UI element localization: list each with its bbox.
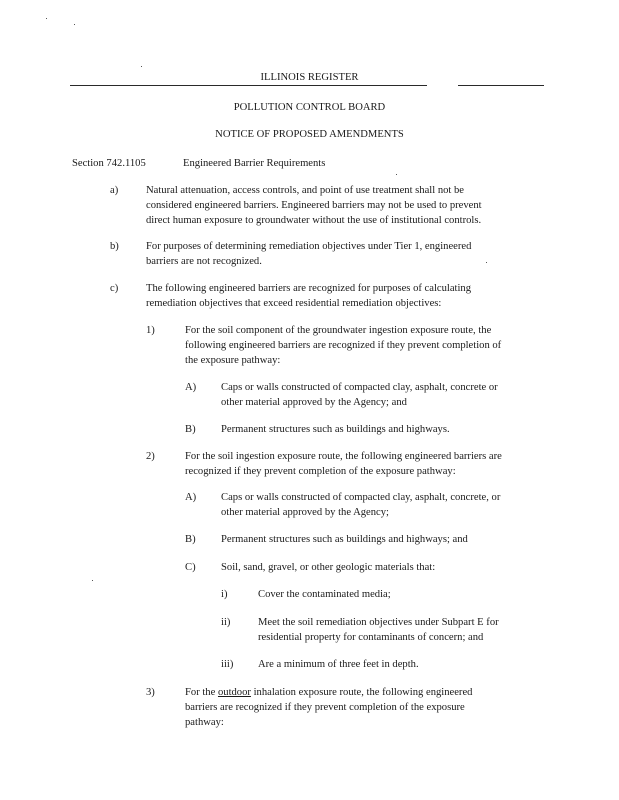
scan-speck [486, 262, 487, 263]
item-2Ciii-text: Are a minimum of three feet in depth. [258, 659, 419, 670]
item-2Ci-text: Cover the contaminated media; [258, 589, 391, 600]
paragraph-a-text: Natural attenuation, access controls, and point of use treatment shall not be [146, 185, 465, 196]
item-2C-label: C) [185, 562, 196, 573]
item-2C-text: Soil, sand, gravel, or other geologic materials that: [221, 562, 436, 573]
item-1A-text: Caps or walls constructed of compacted clay, asphalt, concrete or [221, 382, 498, 393]
item-2A-label: A) [185, 492, 197, 503]
item-2Ciii-label: iii) [221, 659, 234, 670]
item-3-text-post: inhalation exposure route, the following engineered [250, 687, 473, 698]
paragraph-b-label: b) [110, 241, 119, 252]
item-2-text: For the soil ingestion exposure route, the following engineered barriers are [185, 451, 502, 462]
section-number: Section 742.1105 [72, 158, 146, 169]
paragraph-c-text: remediation objectives that exceed residential remediation objectives: [146, 298, 442, 309]
item-1-text: the exposure pathway: [185, 355, 281, 366]
header-rule-right [458, 85, 544, 86]
item-2Ci-label: i) [221, 589, 228, 600]
item-2B-text: Permanent structures such as buildings and highways; and [221, 534, 468, 545]
item-3-label: 3) [146, 687, 155, 698]
scan-speck [74, 24, 75, 25]
item-2-text: recognized if they prevent completion of the exposure pathway: [185, 466, 456, 477]
paragraph-a-text: direct human exposure to groundwater without the use of institutional controls. [146, 215, 482, 226]
paragraph-c-label: c) [110, 283, 119, 294]
item-1B-text: Permanent structures such as buildings and highways. [221, 424, 450, 435]
item-2Cii-text: Meet the soil remediation objectives under Subpart E for [258, 617, 499, 628]
item-3-text: barriers are recognized if they prevent completion of the exposure [185, 702, 465, 713]
item-3-text: pathway: [185, 717, 224, 728]
item-2B-label: B) [185, 534, 196, 545]
item-1A-text: other material approved by the Agency; and [221, 397, 407, 408]
scan-speck [92, 580, 93, 581]
item-1A-label: A) [185, 382, 197, 393]
item-2-label: 2) [146, 451, 155, 462]
section-title: Engineered Barrier Requirements [183, 158, 326, 169]
item-2A-text: other material approved by the Agency; [221, 507, 389, 518]
notice-title: NOTICE OF PROPOSED AMENDMENTS [215, 129, 404, 140]
item-3-text-pre: For the [185, 687, 218, 698]
paragraph-c-text: The following engineered barriers are recognized for purposes of calculating [146, 283, 472, 294]
header-rule-left [70, 85, 427, 86]
paragraph-a-label: a) [110, 185, 119, 196]
item-1B-label: B) [185, 424, 196, 435]
register-title: ILLINOIS REGISTER [260, 72, 359, 83]
item-2Cii-label: ii) [221, 617, 231, 628]
scan-speck [46, 18, 47, 19]
item-2A-text: Caps or walls constructed of compacted clay, asphalt, concrete, or [221, 492, 501, 503]
board-title: POLLUTION CONTROL BOARD [233, 102, 386, 113]
paragraph-b-text: For purposes of determining remediation objectives under Tier 1, engineered [146, 241, 472, 252]
item-2Cii-text: residential property for contaminants of concern; and [258, 632, 484, 643]
scan-speck [396, 174, 397, 175]
outdoor-underlined: outdoor [217, 687, 251, 698]
scan-speck [141, 66, 142, 67]
item-1-text: For the soil component of the groundwater ingestion exposure route, the [185, 325, 492, 336]
item-1-text: following engineered barriers are recognized if they prevent completion of [185, 340, 502, 351]
item-3-text [185, 686, 472, 700]
item-1-label: 1) [146, 325, 155, 336]
paragraph-a-text: considered engineered barriers. Engineered barriers may not be used to prevent [146, 200, 482, 211]
paragraph-b-text: barriers are not recognized. [146, 256, 262, 267]
